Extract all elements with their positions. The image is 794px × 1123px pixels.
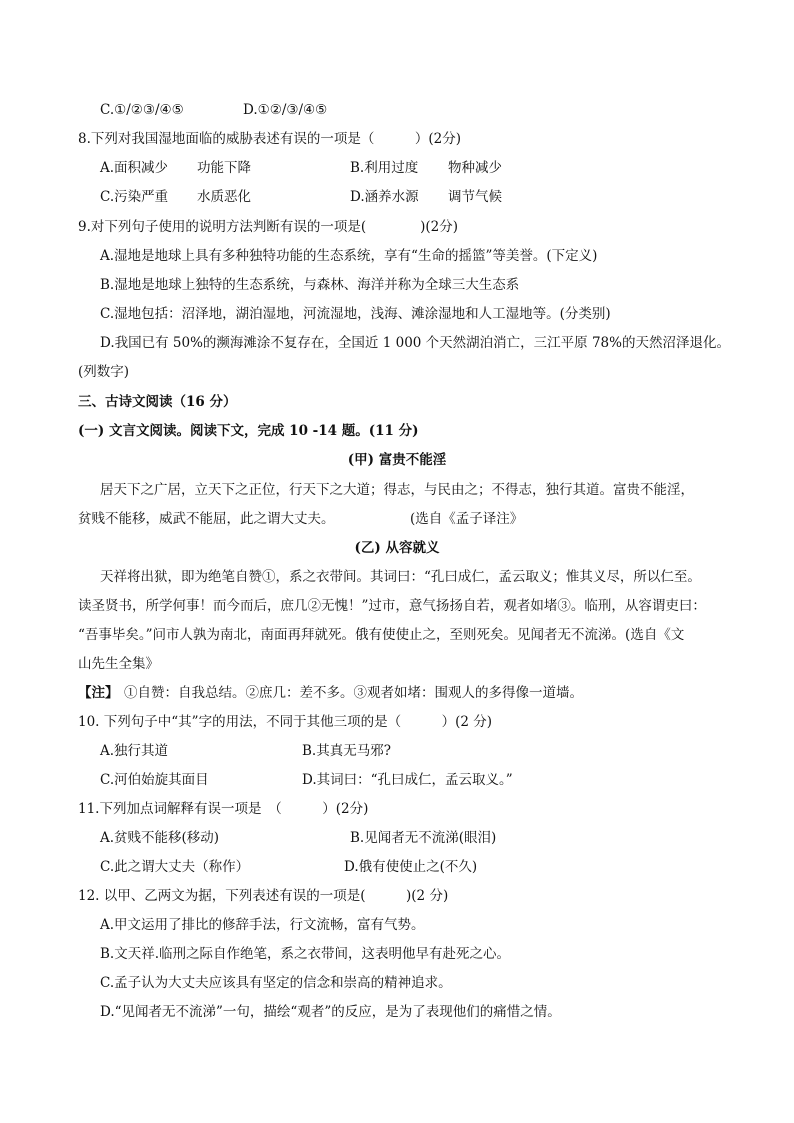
text-yi-title: (乙) 从容就义	[354, 540, 440, 556]
q10-option-a: A.独行其道	[100, 743, 169, 759]
q9-option-b: B.湿地是地球上独特的生态系统，与森林、海洋并称为全球三大生态系	[100, 277, 520, 293]
notes-text: ①自赞：自我总结。②庶几：差不多。③观者如堵：围观人的多得像一道墙。	[124, 685, 583, 701]
q9-option-a: A.湿地是地球上具有多种独特功能的生态系统，享有“生命的摇篮”等美誉。(下定义)	[100, 248, 598, 264]
q12-option-d: D.“见闻者无不流涕”一句，描绘“观者”的反应，是为了表现他们的痛惜之情。	[100, 1004, 561, 1020]
notes-label: 【注】	[78, 685, 119, 701]
q8-option-b1: B.利用过度	[350, 160, 419, 176]
text-yi-title-row	[0, 538, 794, 558]
q10-stem: 10. 下列句子中“其”字的用法，不同于其他三项的是（ ）(2 分)	[78, 714, 492, 730]
q9-stem: 9.对下列句子使用的说明方法判断有误的一项是( )(2分)	[78, 219, 459, 235]
q11-option-b: B.见闻者无不流涕(眼泪)	[350, 830, 497, 846]
q12-option-c: C.孟子认为大丈夫应该具有坚定的信念和崇高的精神追求。	[100, 975, 452, 991]
q10-option-b: B.其真无马邪?	[302, 743, 391, 759]
q10-option-c: C.河伯始旋其面目	[100, 772, 209, 788]
section-3-heading: 三、古诗文阅读（16 分）	[78, 394, 237, 410]
q7-option-c: C.①/②③/④⑤	[100, 102, 184, 118]
q8-option-c2: 水质恶化	[197, 189, 251, 205]
text-yi-paragraph-4: 山先生全集》	[78, 656, 159, 672]
text-jia-paragraph-2: 贫贱不能移，威武不能屈，此之谓大丈夫。	[78, 511, 335, 527]
q9-option-d-cont: (列数字)	[78, 364, 130, 380]
q8-option-a1: A.面积减少	[100, 160, 169, 176]
text-jia-paragraph-1: 居天下之广居，立天下之正位，行天下之大道；得志，与民由之；不得志，独行其道。富贵不能淫，	[100, 482, 694, 498]
q8-option-b2: 物种减少	[448, 160, 502, 176]
text-jia-source: (选自《孟子译注》	[410, 511, 524, 527]
q11-stem: 11.下列加点词解释有误一项是 （ ）(2分)	[78, 801, 369, 817]
q11-option-c: C.此之谓大丈夫（称作）	[100, 859, 250, 875]
q8-stem: 8.下列对我国湿地面临的威胁表述有误的一项是（ ）(2分)	[78, 131, 462, 147]
text-yi-paragraph-3: “吾事毕矣。”问市人孰为南北，南面再拜就死。俄有使使止之，至则死矣。见闻者无不流涕。(选自《文	[78, 627, 685, 643]
q11-option-a: A.贫贱不能移(移动)	[100, 830, 220, 846]
q9-option-c: C.湿地包括：沼泽地，湖泊湿地，河流湿地，浅海、滩涂湿地和人工湿地等。(分类别)	[100, 306, 611, 322]
q9-option-d: D.我国已有 50%的濒海滩涂不复存在，全国近 1 000 个天然湖泊消亡，三江平原 78%的天然沼泽退化。	[100, 335, 730, 351]
q11-option-d: D.俄有使使止之(不久)	[344, 859, 478, 875]
text-yi-paragraph-2: 读圣贤书，所学何事！而今而后，庶几②无愧！”过市，意气扬扬自若，观者如堵③。临刑，从容谓吏曰：	[78, 598, 706, 614]
q10-option-d: D.其词曰：“孔曰成仁，孟云取义。”	[302, 772, 513, 788]
text-jia-title-row	[0, 450, 794, 470]
q8-option-a2: 功能下降	[197, 160, 251, 176]
q8-option-d2: 调节气候	[448, 189, 502, 205]
q12-stem: 12. 以甲、乙两文为据，下列表述有误的一项是( )(2 分)	[78, 888, 449, 904]
q7-option-d: D.①②/③/④⑤	[243, 102, 328, 118]
section-3-subheading: (一) 文言文阅读。阅读下文，完成 10 -14 题。(11 分)	[78, 423, 419, 439]
text-yi-paragraph-1: 天祥将出狱，即为绝笔自赞①，系之衣带间。其词曰：“孔曰成仁，孟云取义；惟其义尽，所以仁至。	[100, 569, 701, 585]
q12-option-a: A.甲文运用了排比的修辞手法，行文流畅，富有气势。	[100, 917, 425, 933]
q8-option-c1: C.污染严重	[100, 189, 169, 205]
q12-option-b: B.文天祥.临刑之际自作绝笔，系之衣带间，这表明他早有赴死之心。	[100, 946, 511, 962]
text-jia-title: (甲) 富贵不能淫	[347, 452, 447, 468]
q8-option-d1: D.涵养水源	[350, 189, 419, 205]
